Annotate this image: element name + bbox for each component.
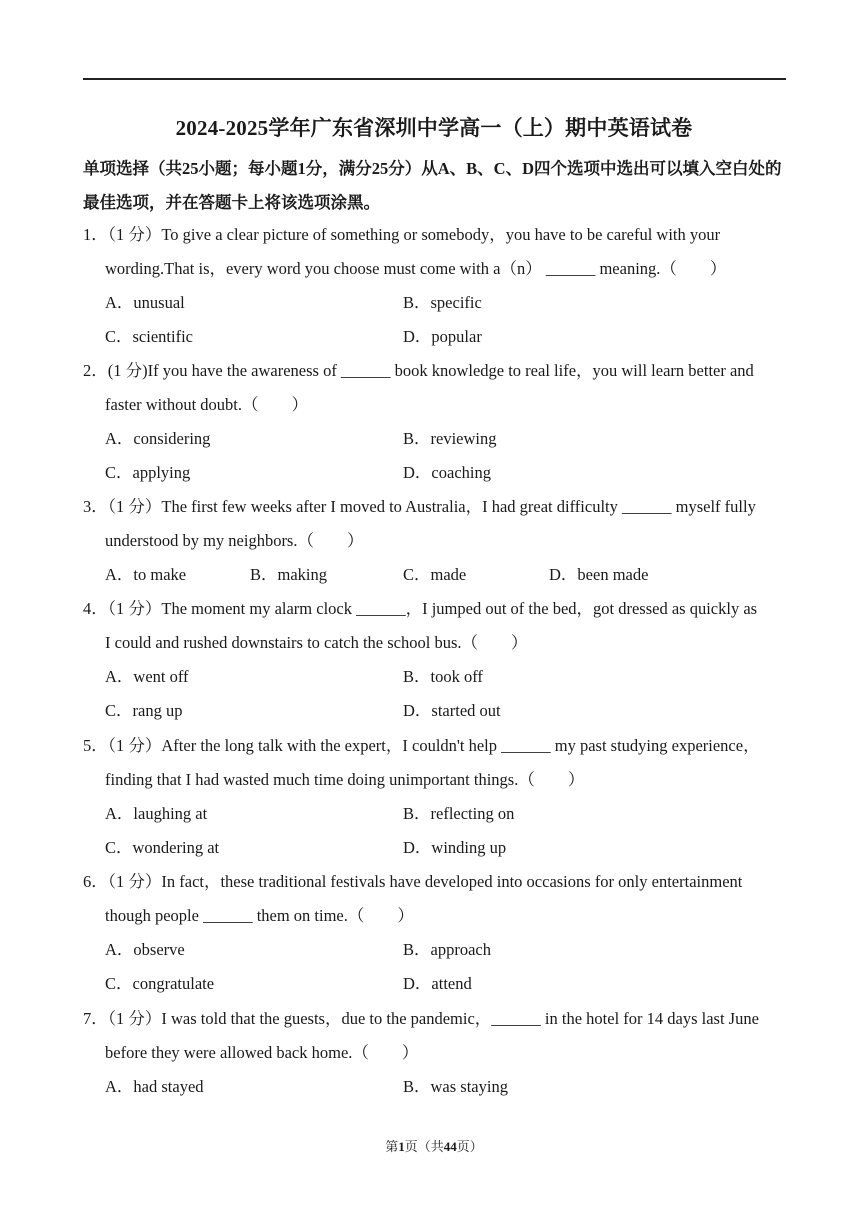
question-7-option-a: A．had stayed: [105, 1077, 204, 1096]
question-6-option-d: D．attend: [403, 974, 472, 993]
question-2-option-d: D．coaching: [403, 463, 491, 482]
question-4-line-2: I could and rushed downstairs to catch the school bus.（ ）: [105, 633, 528, 652]
section-instructions: 单项选择（共25小题；每小题1分，满分25分）从A、B、C、D四个选项中选出可以填入空白处的最佳选项，并在答题卡上将该选项涂黑。: [83, 159, 782, 212]
footer-suffix: 页）: [456, 1139, 483, 1154]
question-2-option-a: A．considering: [105, 429, 211, 448]
question-3-option-d: D．been made: [549, 565, 649, 584]
question-4-option-a: A．went off: [105, 667, 189, 686]
footer-middle: 页（共: [404, 1139, 444, 1154]
question-5-option-c: C．wondering at: [105, 838, 220, 857]
question-7-option-b: B．was staying: [403, 1077, 508, 1096]
question-3-line-1: 3．（1 分）The first few weeks after I moved to Australia，I had great difficulty ______ myself fully: [83, 497, 756, 516]
question-3-option-a: A．to make: [105, 565, 187, 584]
question-7-line-1: 7．（1 分）I was told that the guests，due to the pandemic，______ in the hotel for 14 days last June: [83, 1009, 759, 1028]
top-rule: [83, 78, 786, 80]
question-6-option-b: B．approach: [403, 940, 491, 959]
question-4-option-b: B．took off: [403, 667, 483, 686]
footer-total-pages: 44: [443, 1139, 457, 1154]
question-3-option-c: C．made: [403, 565, 467, 584]
question-3-line-2: understood by my neighbors.（ ）: [105, 531, 364, 550]
question-4-option-d: D．started out: [403, 701, 501, 720]
question-3-option-b: B．making: [250, 565, 327, 584]
question-5-option-b: B．reflecting on: [403, 804, 515, 823]
question-2-option-b: B．reviewing: [403, 429, 497, 448]
question-1-line-1: 1．（1 分）To give a clear picture of something or somebody，you have to be careful with your: [83, 225, 721, 244]
question-2-line-1: 2．(1 分)If you have the awareness of ______ book knowledge to real life，you will learn better and: [83, 361, 754, 380]
question-7-line-2: before they were allowed back home.（ ）: [105, 1043, 419, 1062]
question-4-line-1: 4．（1 分）The moment my alarm clock ______，I jumped out of the bed，got dressed as quickly as: [83, 599, 758, 618]
question-1-option-d: D．popular: [403, 327, 482, 346]
question-2-line-2: faster without doubt.（ ）: [105, 395, 309, 414]
question-5-option-a: A．laughing at: [105, 804, 208, 823]
question-5-line-2: finding that I had wasted much time doing unimportant things.（ ）: [105, 770, 585, 789]
question-1-option-c: C．scientific: [105, 327, 193, 346]
question-2-option-c: C．applying: [105, 463, 191, 482]
question-5-line-1: 5．（1 分）After the long talk with the expert，I couldn't help ______ my past studying experience，: [83, 736, 760, 755]
question-6-option-c: C．congratulate: [105, 974, 215, 993]
footer-page-number: 1: [398, 1139, 405, 1154]
question-1-option-a: A．unusual: [105, 293, 185, 312]
question-6-line-2: though people ______ them on time.（ ）: [105, 906, 414, 925]
page-footer: [0, 1136, 868, 1155]
footer-prefix: 第: [385, 1139, 399, 1154]
question-5-option-d: D．winding up: [403, 838, 507, 857]
question-1-option-b: B．specific: [403, 293, 482, 312]
question-6-line-1: 6．（1 分）In fact，these traditional festivals have developed into occasions for only entertainment: [83, 872, 743, 891]
question-6-option-a: A．observe: [105, 940, 185, 959]
question-4-option-c: C．rang up: [105, 701, 183, 720]
question-1-line-2: wording.That is，every word you choose must come with a（n） ______ meaning.（ ）: [105, 259, 727, 278]
page-title: 2024-2025学年广东省深圳中学高一（上）期中英语试卷: [175, 116, 693, 140]
